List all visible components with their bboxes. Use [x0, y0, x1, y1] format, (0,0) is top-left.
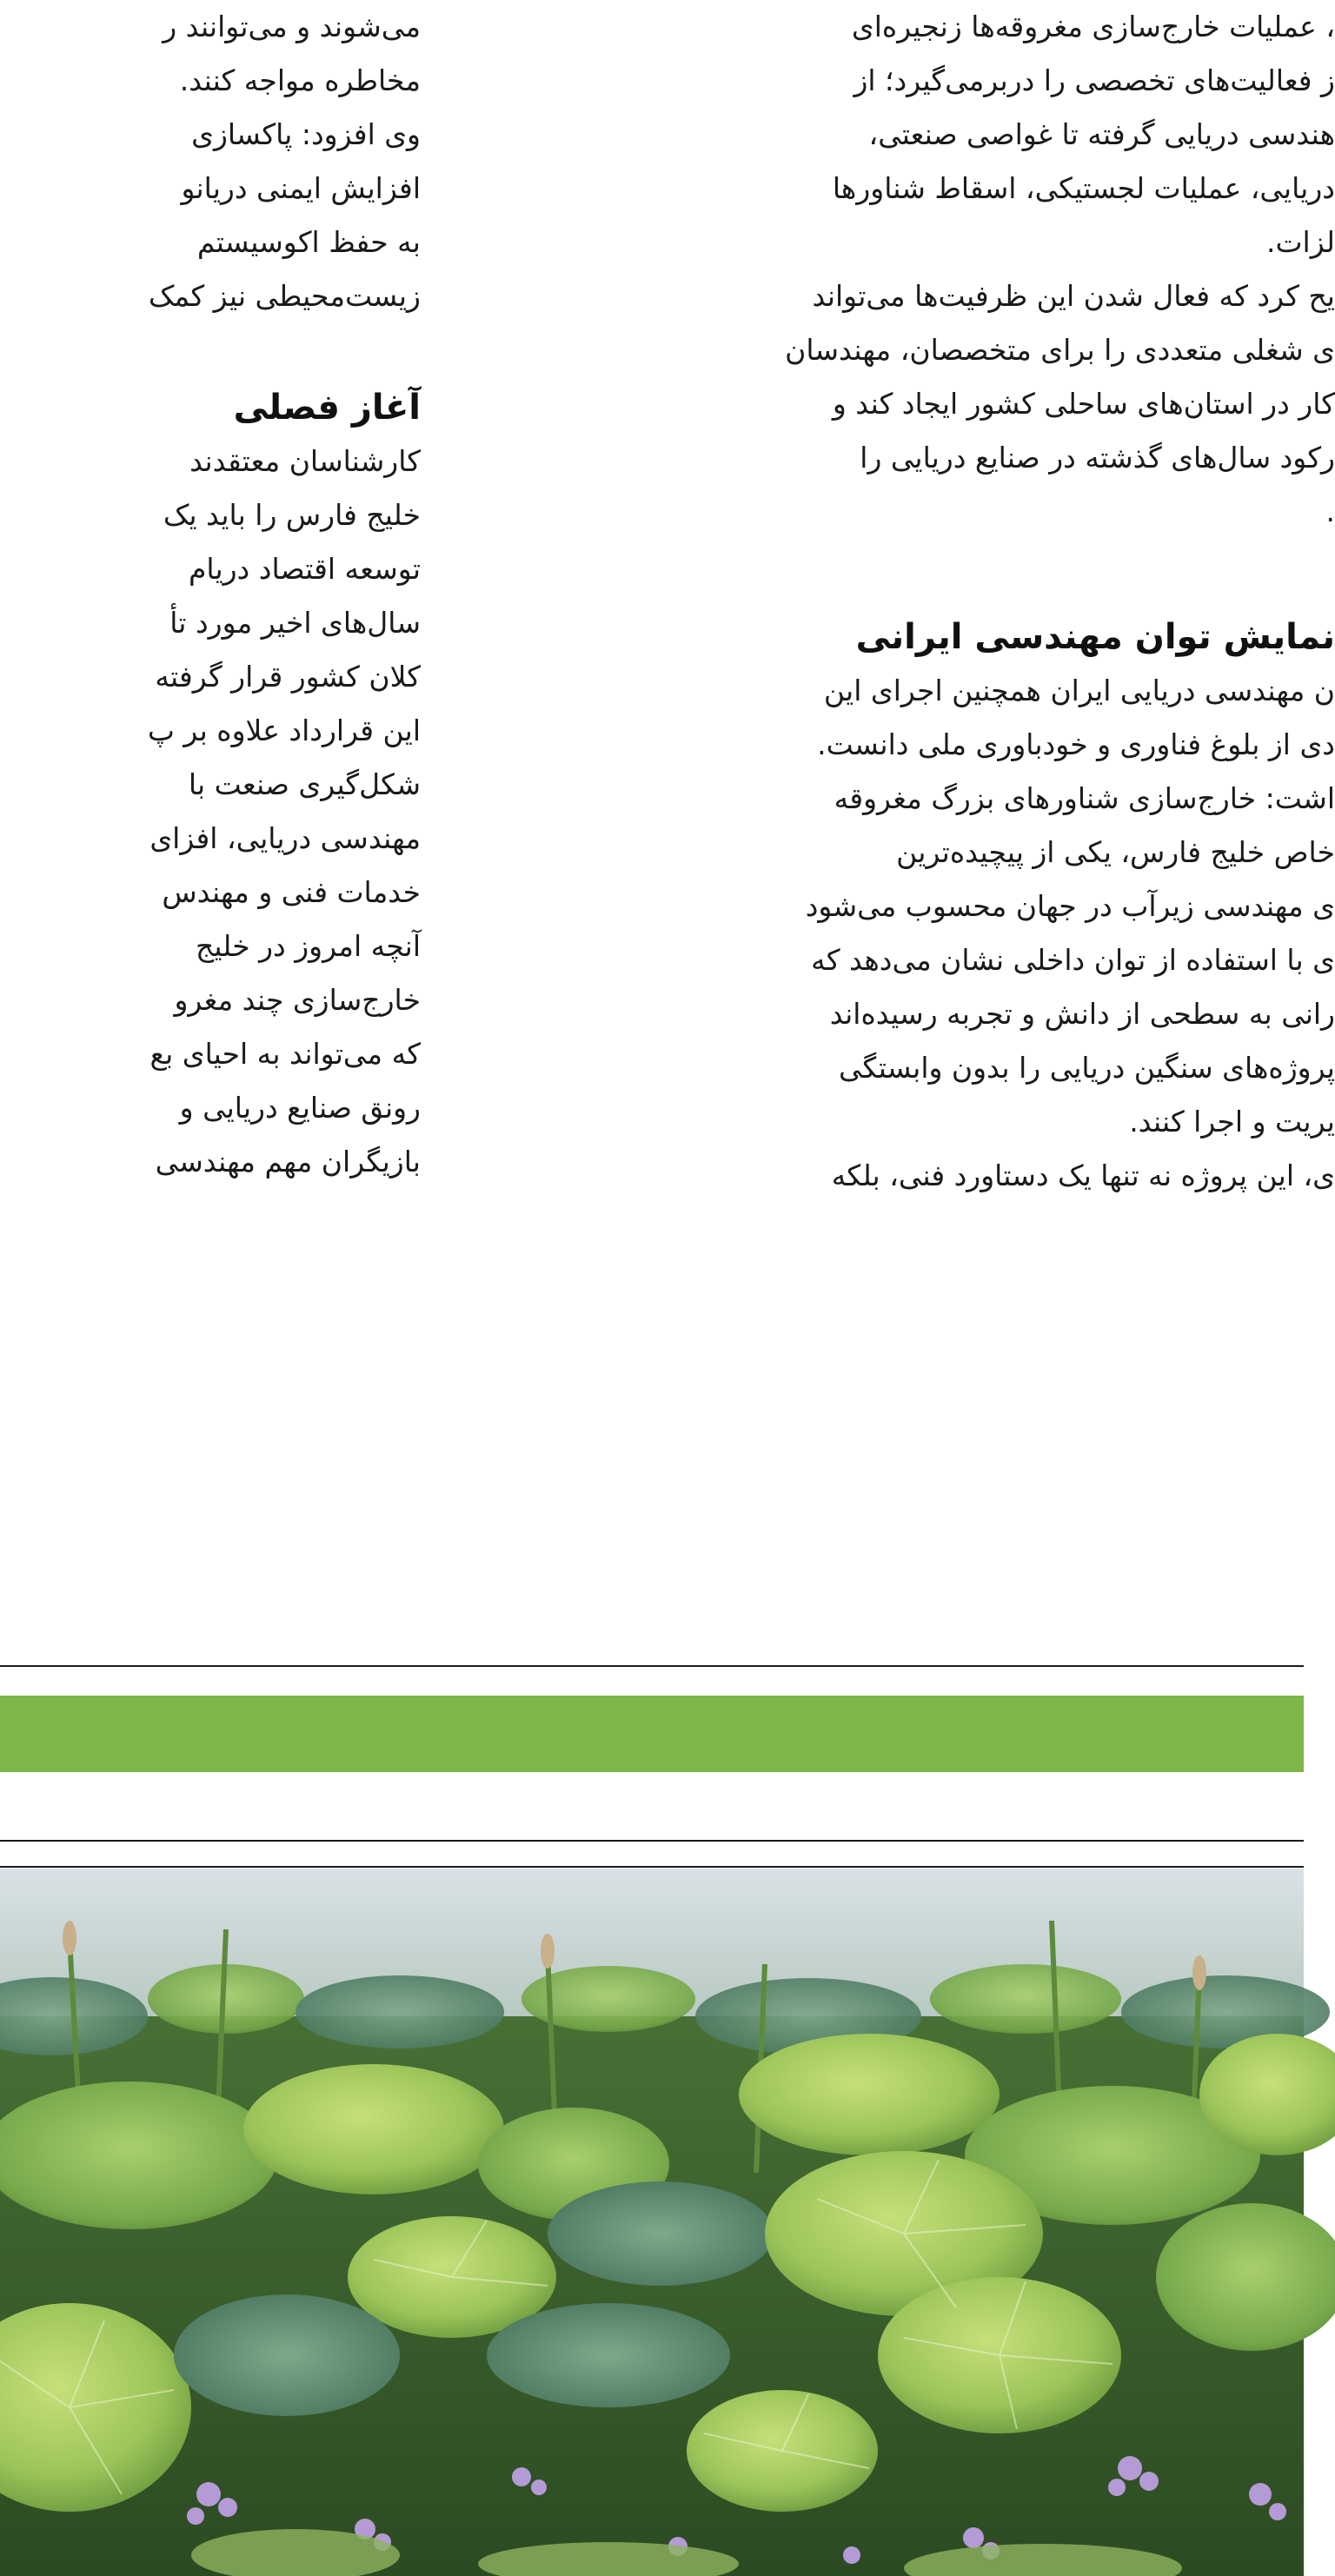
green-banner-band	[0, 1696, 1304, 1772]
text-line: بازیگران مهم مهندسی	[155, 1145, 421, 1178]
text-line: ز فعالیت‌های تخصصی را دربرمی‌گیرد؛ از	[853, 63, 1335, 97]
divider-rule	[0, 1866, 1304, 1868]
paragraph-intro	[466, 0, 1335, 269]
lotus-pond-photo	[0, 1869, 1304, 2576]
text-line: .	[1325, 495, 1335, 528]
text-line: ی، این پروژه نه تنها یک دستاورد فنی، بلکه	[831, 1159, 1335, 1192]
section-spacer	[0, 323, 421, 381]
text-line: مخاطره مواجه کنند.	[179, 63, 421, 97]
paragraph-season	[0, 435, 421, 1189]
text-line: لزات.	[1266, 225, 1335, 259]
text-line: اشت: خارج‌سازی شناورهای بزرگ مغروقه	[834, 781, 1335, 815]
text-line: توسعه اقتصاد دریام	[188, 552, 421, 586]
text-line: شکل‌گیری صنعت با	[188, 767, 421, 801]
text-line: این قرارداد علاوه بر پ	[147, 714, 421, 747]
text-line: دی از بلوغ فناوری و خودباوری ملی دانست.	[817, 727, 1335, 761]
text-line: هندسی دریایی گرفته تا غواصی صنعتی،	[868, 117, 1335, 151]
text-line: ، عملیات خارج‌سازی مغروقه‌ها زنجیره‌ای	[851, 10, 1335, 43]
text-line: یح کرد که فعال شدن این ظرفیت‌ها می‌تواند	[812, 279, 1335, 313]
text-line: خلیج فارس را باید یک	[163, 498, 421, 532]
text-line: آنچه امروز در خلیج	[196, 929, 421, 963]
text-line: کلان کشور قرار گرفته	[155, 660, 421, 694]
section-heading: آغاز فصلی	[233, 388, 421, 428]
text-line: پروژه‌های سنگین دریایی را بدون وابستگی	[839, 1051, 1335, 1085]
text-line: ی شغلی متعددی را برای متخصصان، مهندسان	[785, 333, 1335, 367]
text-line: مهندسی دریایی، افزای	[149, 821, 421, 855]
paragraph-achievement	[466, 1149, 1335, 1203]
text-line: خاص خلیج فارس، یکی از پیچیده‌ترین	[896, 835, 1335, 869]
article-column-right	[466, 0, 1335, 1682]
text-line: سال‌های اخیر مورد تأ	[169, 606, 421, 640]
text-line: ی مهندسی زیرآب در جهان محسوب می‌شود	[805, 889, 1335, 923]
text-line: ی با استفاده از توان داخلی نشان می‌دهد که	[811, 943, 1335, 977]
text-line: رکود سال‌های گذشته در صنایع دریایی را	[860, 441, 1335, 475]
text-line: رانی به سطحی از دانش و تجربه رسیده‌اند	[829, 997, 1335, 1031]
lotus-leaves-illustration	[0, 1869, 1304, 2576]
text-line: افزایش ایمنی دریانو	[181, 171, 421, 205]
text-line: کار در استان‌های ساحلی کشور ایجاد کند و	[832, 387, 1335, 421]
text-line: کارشناسان معتقدند	[189, 444, 421, 478]
text-line: خدمات فنی و مهندس	[162, 875, 421, 909]
text-line: به حفظ اکوسیستم	[196, 225, 421, 259]
text-line: که می‌تواند به احیای بع	[149, 1037, 421, 1071]
divider-rule	[0, 1840, 1304, 1842]
text-line: رونق صنایع دریایی و	[179, 1091, 421, 1125]
divider-rule	[0, 1665, 1304, 1667]
text-line: زیست‌محیطی نیز کمک	[148, 279, 421, 313]
text-line: وی افزود: پاکسازی	[191, 117, 421, 151]
section-spacer	[466, 539, 1335, 610]
text-line: یریت و اجرا کنند.	[1129, 1105, 1335, 1139]
text-line: خارج‌سازی چند مغرو	[174, 983, 421, 1017]
paragraph-safety	[0, 0, 421, 323]
paragraph-jobs	[466, 269, 1335, 539]
text-line: دریایی، عملیات لجستیکی، اسقاط شناورها	[832, 171, 1335, 205]
article-column-left	[0, 0, 421, 1682]
paragraph-engineering	[466, 664, 1335, 1149]
section-heading: نمایش توان مهندسی ایرانی	[855, 617, 1335, 657]
text-line: می‌شوند و می‌توانند ر	[163, 10, 421, 43]
text-line: ن مهندسی دریایی ایران همچنین اجرای این	[823, 674, 1335, 707]
